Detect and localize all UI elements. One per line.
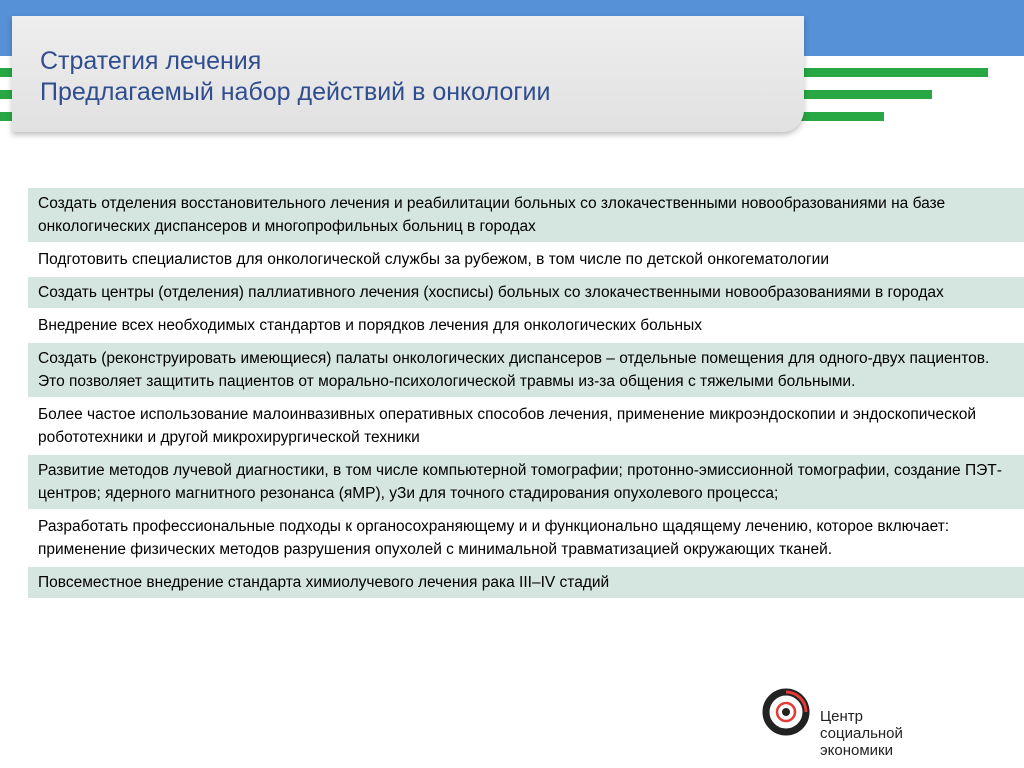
title-line-2: Предлагаемый набор действий в онкологии — [40, 78, 551, 106]
logo-line-3: экономики — [820, 742, 893, 759]
list-item: Создать (реконструировать имеющиеся) палаты онкологических диспансеров – отдельные помещения для одного-двух пациентов. Это позволяет защитить пациентов от морально-психологической травмы из-за общения с тяжелыми больными. — [28, 341, 1024, 397]
logo-text — [820, 708, 903, 759]
target-circle-icon — [762, 688, 810, 736]
page-title — [40, 46, 550, 108]
list-item: Создать центры (отделения) паллиативного лечения (хосписы) больных со злокачественными новообразованиями в городах — [28, 275, 1024, 308]
action-list — [28, 188, 1024, 598]
title-line-1: Стратегия лечения — [40, 47, 262, 75]
list-item: Разработать профессиональные подходы к органосохраняющему и и функционально щадящему лечению, которое включает: применение физических методов разрушения опухолей с минимальной травматизацией окружающих тканей. — [28, 509, 1024, 565]
list-item: Развитие методов лучевой диагностики, в том числе компьютерной томографии; протонно-эмиссионной томографии, создание ПЭТ-центров; ядерного магнитного резонанса (яМР), уЗи для точного стадирования опухолевого процесса; — [28, 453, 1024, 509]
list-item: Подготовить специалистов для онкологической службы за рубежом, в том числе по детской онкогематологии — [28, 242, 1024, 275]
list-item: Внедрение всех необходимых стандартов и порядков лечения для онкологических больных — [28, 308, 1024, 341]
logo-line-2: социальной — [820, 725, 903, 742]
list-item: Повсеместное внедрение стандарта химиолучевого лечения рака III–IV стадий — [28, 565, 1024, 598]
list-item: Более частое использование малоинвазивных оперативных способов лечения, применение микроэндоскопии и эндоскопической робототехники и другой микрохирургической техники — [28, 397, 1024, 453]
title-card — [12, 16, 804, 132]
logo-line-1: Центр — [820, 708, 863, 725]
list-item: Создать отделения восстановительного лечения и реабилитации больных со злокачественными новообразованиями на базе онкологических диспансеров и многопрофильных больниц в городах — [28, 188, 1024, 242]
company-logo — [762, 688, 942, 760]
